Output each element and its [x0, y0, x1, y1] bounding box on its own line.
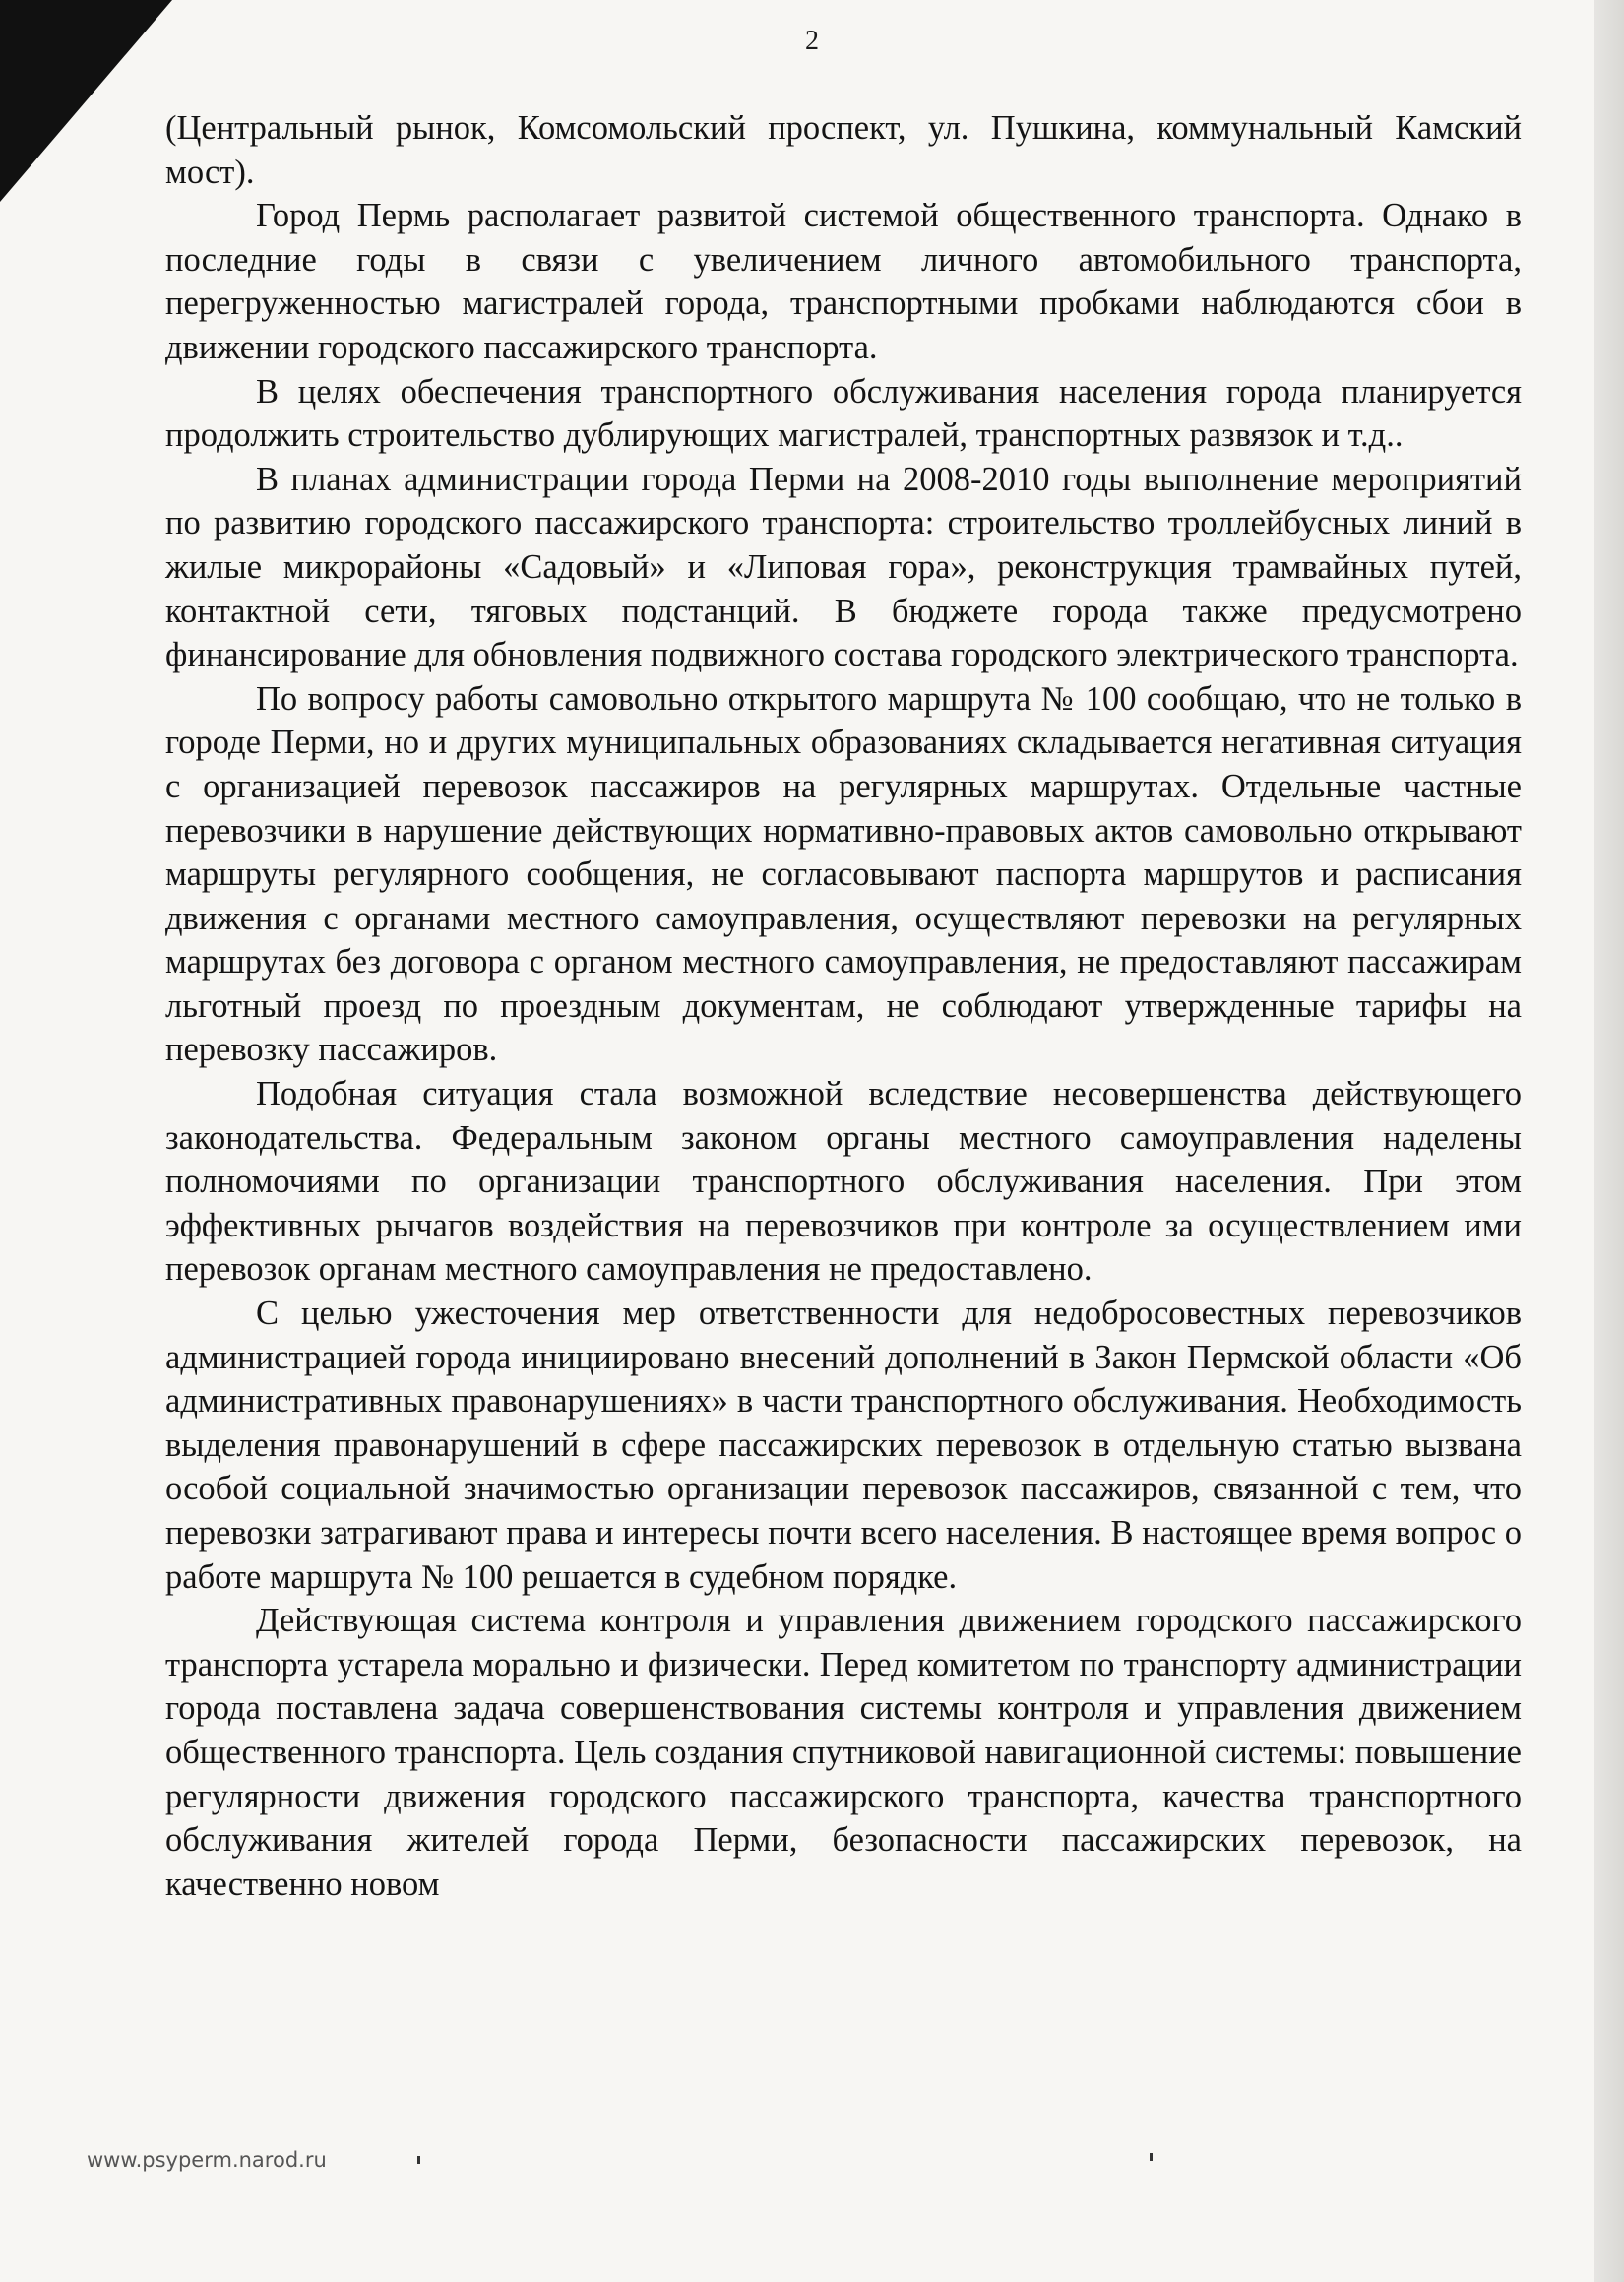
scan-speck — [1150, 2153, 1153, 2161]
document-body — [165, 106, 1522, 1906]
paragraph-3: В целях обеспечения транспортного обслуживания населения города планируется продолжить строительство дублирующих магистралей, транспортных развязок и т.д.. — [165, 372, 1522, 455]
paragraph-7: С целью ужесточения мер ответственности для недобросовестных перевозчиков администрацией города инициировано внесений дополнений в Закон Пермской области «Об административных правонарушениях» в части транспортного обслуживания. Необходимость выделения правонарушений в сфере пассажирских перевозок в отдельную статью вызвана особой социальной значимостью организации перевозок пассажиров, связанной с тем, что перевозки затрагивают права и интересы почти всего населения. В настоящее время вопрос о работе маршрута № 100 решается в судебном порядке. — [165, 1295, 1522, 1596]
paragraph-6: Подобная ситуация стала возможной вследствие несовершенства действующего законодательства. Федеральным законом органы местного самоуправления наделены полномочиями по организации транспортного обслуживания населения. При этом эффективных рычагов воздействия на перевозчиков при контроле за осуществлением ими перевозок органам местного самоуправления не предоставлено. — [165, 1075, 1522, 1289]
paragraph-4: В планах администрации города Перми на 2008-2010 годы выполнение мероприятий по развитию городского пассажирского транспорта: строительство троллейбусных линий в жилые микрорайоны «Садовый» и «Липовая гора», реконструкция трамвайных путей, контактной сети, тяговых подстанций. В бюджете города также предусмотрено финансирование для обновления подвижного состава городского электрического транспорта. — [165, 460, 1522, 674]
paragraph-2: Город Пермь располагает развитой системой общественного транспорта. Однако в последние годы в связи с увеличением личного автомобильного транспорта, перегруженностью магистралей города, транспортными пробками наблюдаются сбои в движении городского пассажирского транспорта. — [165, 197, 1522, 366]
paragraph-8: Действующая система контроля и управления движением городского пассажирского транспорта устарела морально и физически. Перед комитетом по транспорту администрации города поставлена задача совершенствования системы контроля и управления движением общественного транспорта. Цель создания спутниковой навигационной системы: повышение регулярности движения городского пассажирского транспорта, качества транспортного обслуживания жителей города Перми, безопасности пассажирских перевозок, на качественно новом — [165, 1602, 1522, 1903]
scan-speck — [417, 2156, 420, 2164]
page-number: 2 — [805, 26, 819, 56]
scan-edge-shadow — [1594, 0, 1624, 2282]
footer-url: www.psyperm.narod.ru — [87, 2148, 327, 2172]
paragraph-1: (Центральный рынок, Комсомольский проспект, ул. Пушкина, коммунальный Камский мост). — [165, 109, 1522, 191]
paragraph-5: По вопросу работы самовольно открытого маршрута № 100 сообщаю, что не только в городе Перми, но и других муниципальных образованиях складывается негативная ситуация с организацией перевозок пассажиров на регулярных маршрутах. Отдельные частные перевозчики в нарушение действующих нормативно-правовых актов самовольно открывают маршруты регулярного сообщения, не согласовывают паспорта маршрутов и расписания движения с органами местного самоуправления, осуществляют перевозки на регулярных маршрутах без договора с органом местного самоуправления, не предоставляют пассажирам льготный проезд по проездным документам, не соблюдают утвержденные тарифы на перевозку пассажиров. — [165, 679, 1522, 1069]
